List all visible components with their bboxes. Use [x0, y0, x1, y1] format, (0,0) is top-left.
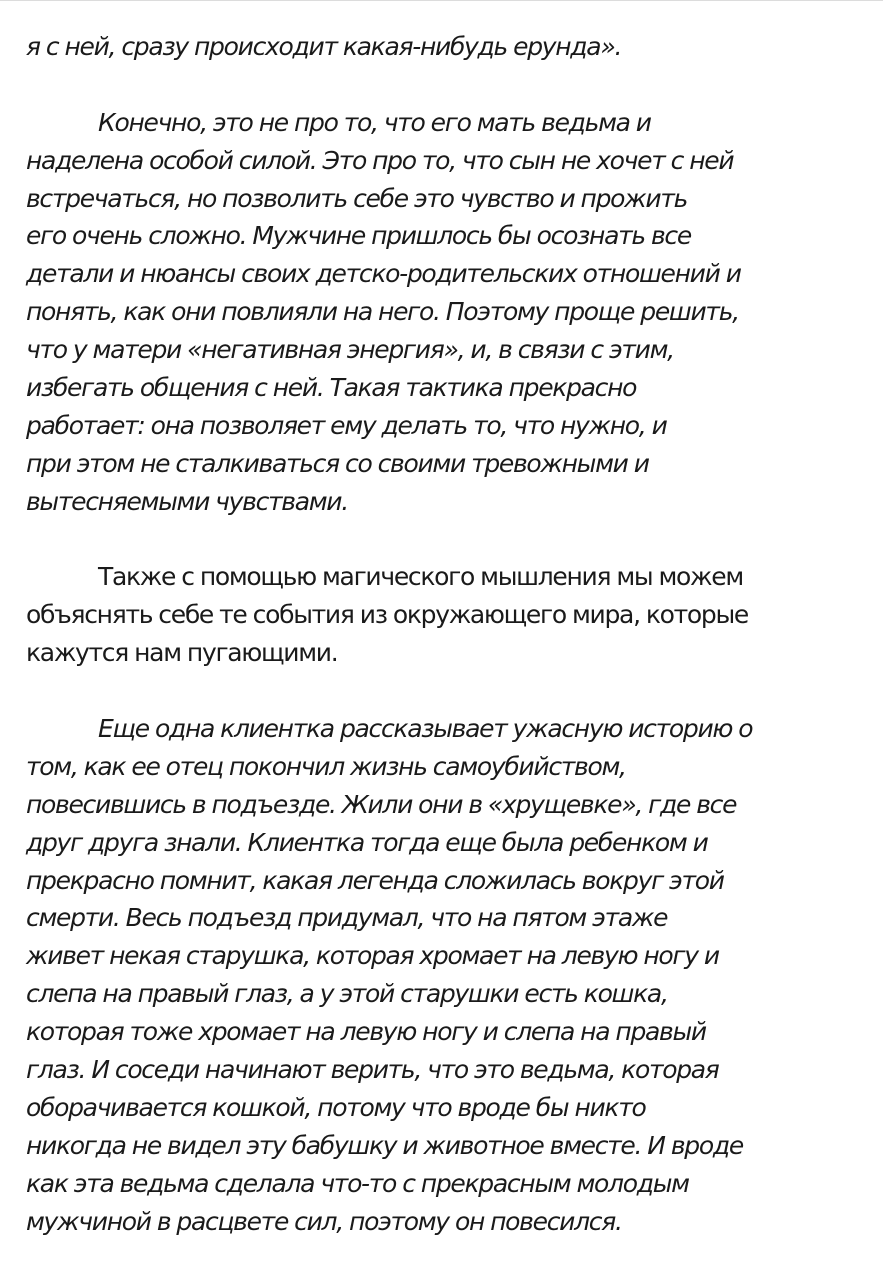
text-line: Конечно, это не про то, что его мать ведьма и [98, 107, 651, 137]
text-line: которая тоже хромает на левую ногу и слепа на правый [26, 1017, 706, 1047]
text-line: вытесняемыми чувствами. [26, 486, 348, 516]
text-line: кажутся нам пугающими. [26, 638, 338, 668]
text-line: слепа на правый глаз, а у этой старушки есть кошка, [26, 979, 668, 1009]
text-line: что у матери «негативная энергия», и, в связи с этим, [26, 335, 674, 365]
text-line: том, как ее отец покончил жизнь самоубийством, [26, 751, 626, 781]
paragraph-gap [26, 672, 866, 710]
text-line: я с ней, сразу происходит какая-нибудь ерунда». [26, 32, 622, 61]
paragraph-continuation [26, 28, 866, 66]
paragraph-gap [26, 66, 866, 104]
text-line: смерти. Весь подъезд придумал, что на пятом этаже [26, 903, 668, 933]
text-line: избегать общения с ней. Такая тактика прекрасно [26, 373, 637, 403]
text-line: встречаться, но позволить себе это чувство и прожить [26, 183, 688, 213]
text-line: прекрасно помнит, какая легенда сложилась вокруг этой [26, 865, 724, 895]
text-line: повесившись в подъезде. Жили они в «хрущевке», где все [26, 789, 737, 819]
text-line: понять, как они повлияли на него. Поэтому проще решить, [26, 297, 739, 327]
paragraph-magical-thinking [26, 558, 866, 672]
paragraph-mother-energy [26, 104, 866, 521]
text-line: его очень сложно. Мужчине пришлось бы осознать все [26, 221, 691, 251]
text-line: оборачивается кошкой, потому что вроде бы никто [26, 1092, 646, 1122]
paragraph-gap [26, 521, 866, 559]
text-line: работает: она позволяет ему делать то, что нужно, и [26, 410, 667, 440]
document-text [26, 28, 866, 1241]
text-line: друг друга знали. Клиентка тогда еще была ребенком и [26, 827, 708, 857]
text-line: наделена особой силой. Это про то, что сын не хочет с ней [26, 145, 734, 175]
text-line: как эта ведьма сделала что-то с прекрасным молодым [26, 1168, 689, 1198]
text-line: глаз. И соседи начинают верить, что это ведьма, которая [26, 1055, 719, 1085]
text-line: детали и нюансы своих детско-родительских отношений и [26, 259, 741, 289]
text-line: Также с помощью магического мышления мы можем [98, 562, 743, 592]
text-line: никогда не видел эту бабушку и животное вместе. И вроде [26, 1130, 743, 1160]
text-line: при этом не сталкиваться со своими тревожными и [26, 448, 649, 478]
text-line: объяснять себе те события из окружающего мира, которые [26, 600, 749, 630]
text-line: живет некая старушка, которая хромает на левую ногу и [26, 941, 719, 971]
text-line: Еще одна клиентка рассказывает ужасную историю о [98, 714, 753, 744]
paragraph-client-story [26, 710, 866, 1240]
text-line: мужчиной в расцвете сил, поэтому он повесился. [26, 1206, 622, 1236]
